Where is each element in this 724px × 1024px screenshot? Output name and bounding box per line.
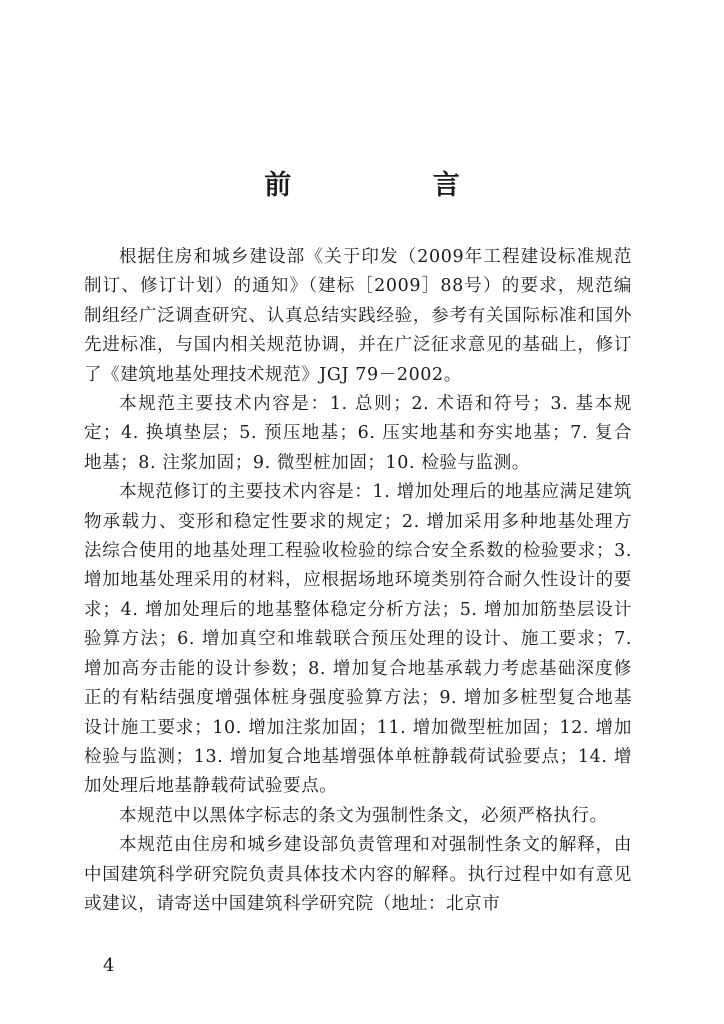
- paragraph-mandatory-clauses: 本规范中以黑体字标志的条文为强制性条文，必须严格执行。: [119, 805, 608, 826]
- page-title: 前 言: [264, 170, 526, 201]
- paragraph-main-contents: 本规范主要技术内容是：1. 总则；2. 术语和符号；3. 基本规定；4. 换填垫层；5. 预压地基；6. 压实地基和夯实地基；7. 复合地基；8. 注浆加固；9. 微型桩加固；10. 检验与监测。: [84, 394, 632, 473]
- body-text: [84, 243, 632, 919]
- paragraph-revision-contents: 本规范修订的主要技术内容是：1. 增加处理后的地基应满足建筑物承载力、变形和稳定性要求的规定；2. 增加采用多种地基处理方法综合使用的地基处理工程验收检验的综合安全系数的检验要求；3. 增加地基处理采用的材料，应根据场地环境类别符合耐久性设计的要求；4. 增加处理后的地基整体稳定分析方法；5. 增加加筋垫层设计验算方法；6. 增加真空和堆载联合预压处理的设计、施工要求；7. 增加高夯击能的设计参数；8. 增加复合地基承载力考虑基础深度修正的有粘结强度增强体桩身强度验算方法；9. 增加多桩型复合地基设计施工要求；10. 增加注浆加固；11. 增加微型桩加固；12. 增加检验与监测；13. 增加复合地基增强体单桩静载荷试验要点；14. 增加处理后地基静载荷试验要点。: [84, 482, 632, 797]
- page-number: 4: [103, 955, 115, 976]
- paragraph-revision-basis: 根据住房和城乡建设部《关于印发（2009年工程建设标准规范制订、修订计划）的通知》（建标［2009］88号）的要求，规范编制组经广泛调查研究、认真总结实践经验，参考有关国际标准和国外先进标准，与国内相关规范协调，并在广泛征求意见的基础上，修订了《建筑地基处理技术规范》JGJ 79－2002。: [84, 247, 632, 385]
- paragraph-management: 本规范由住房和城乡建设部负责管理和对强制性条文的解释，由中国建筑科学研究院负责具体技术内容的解释。执行过程中如有意见或建议，请寄送中国建筑科学研究院（地址：北京市: [84, 835, 632, 914]
